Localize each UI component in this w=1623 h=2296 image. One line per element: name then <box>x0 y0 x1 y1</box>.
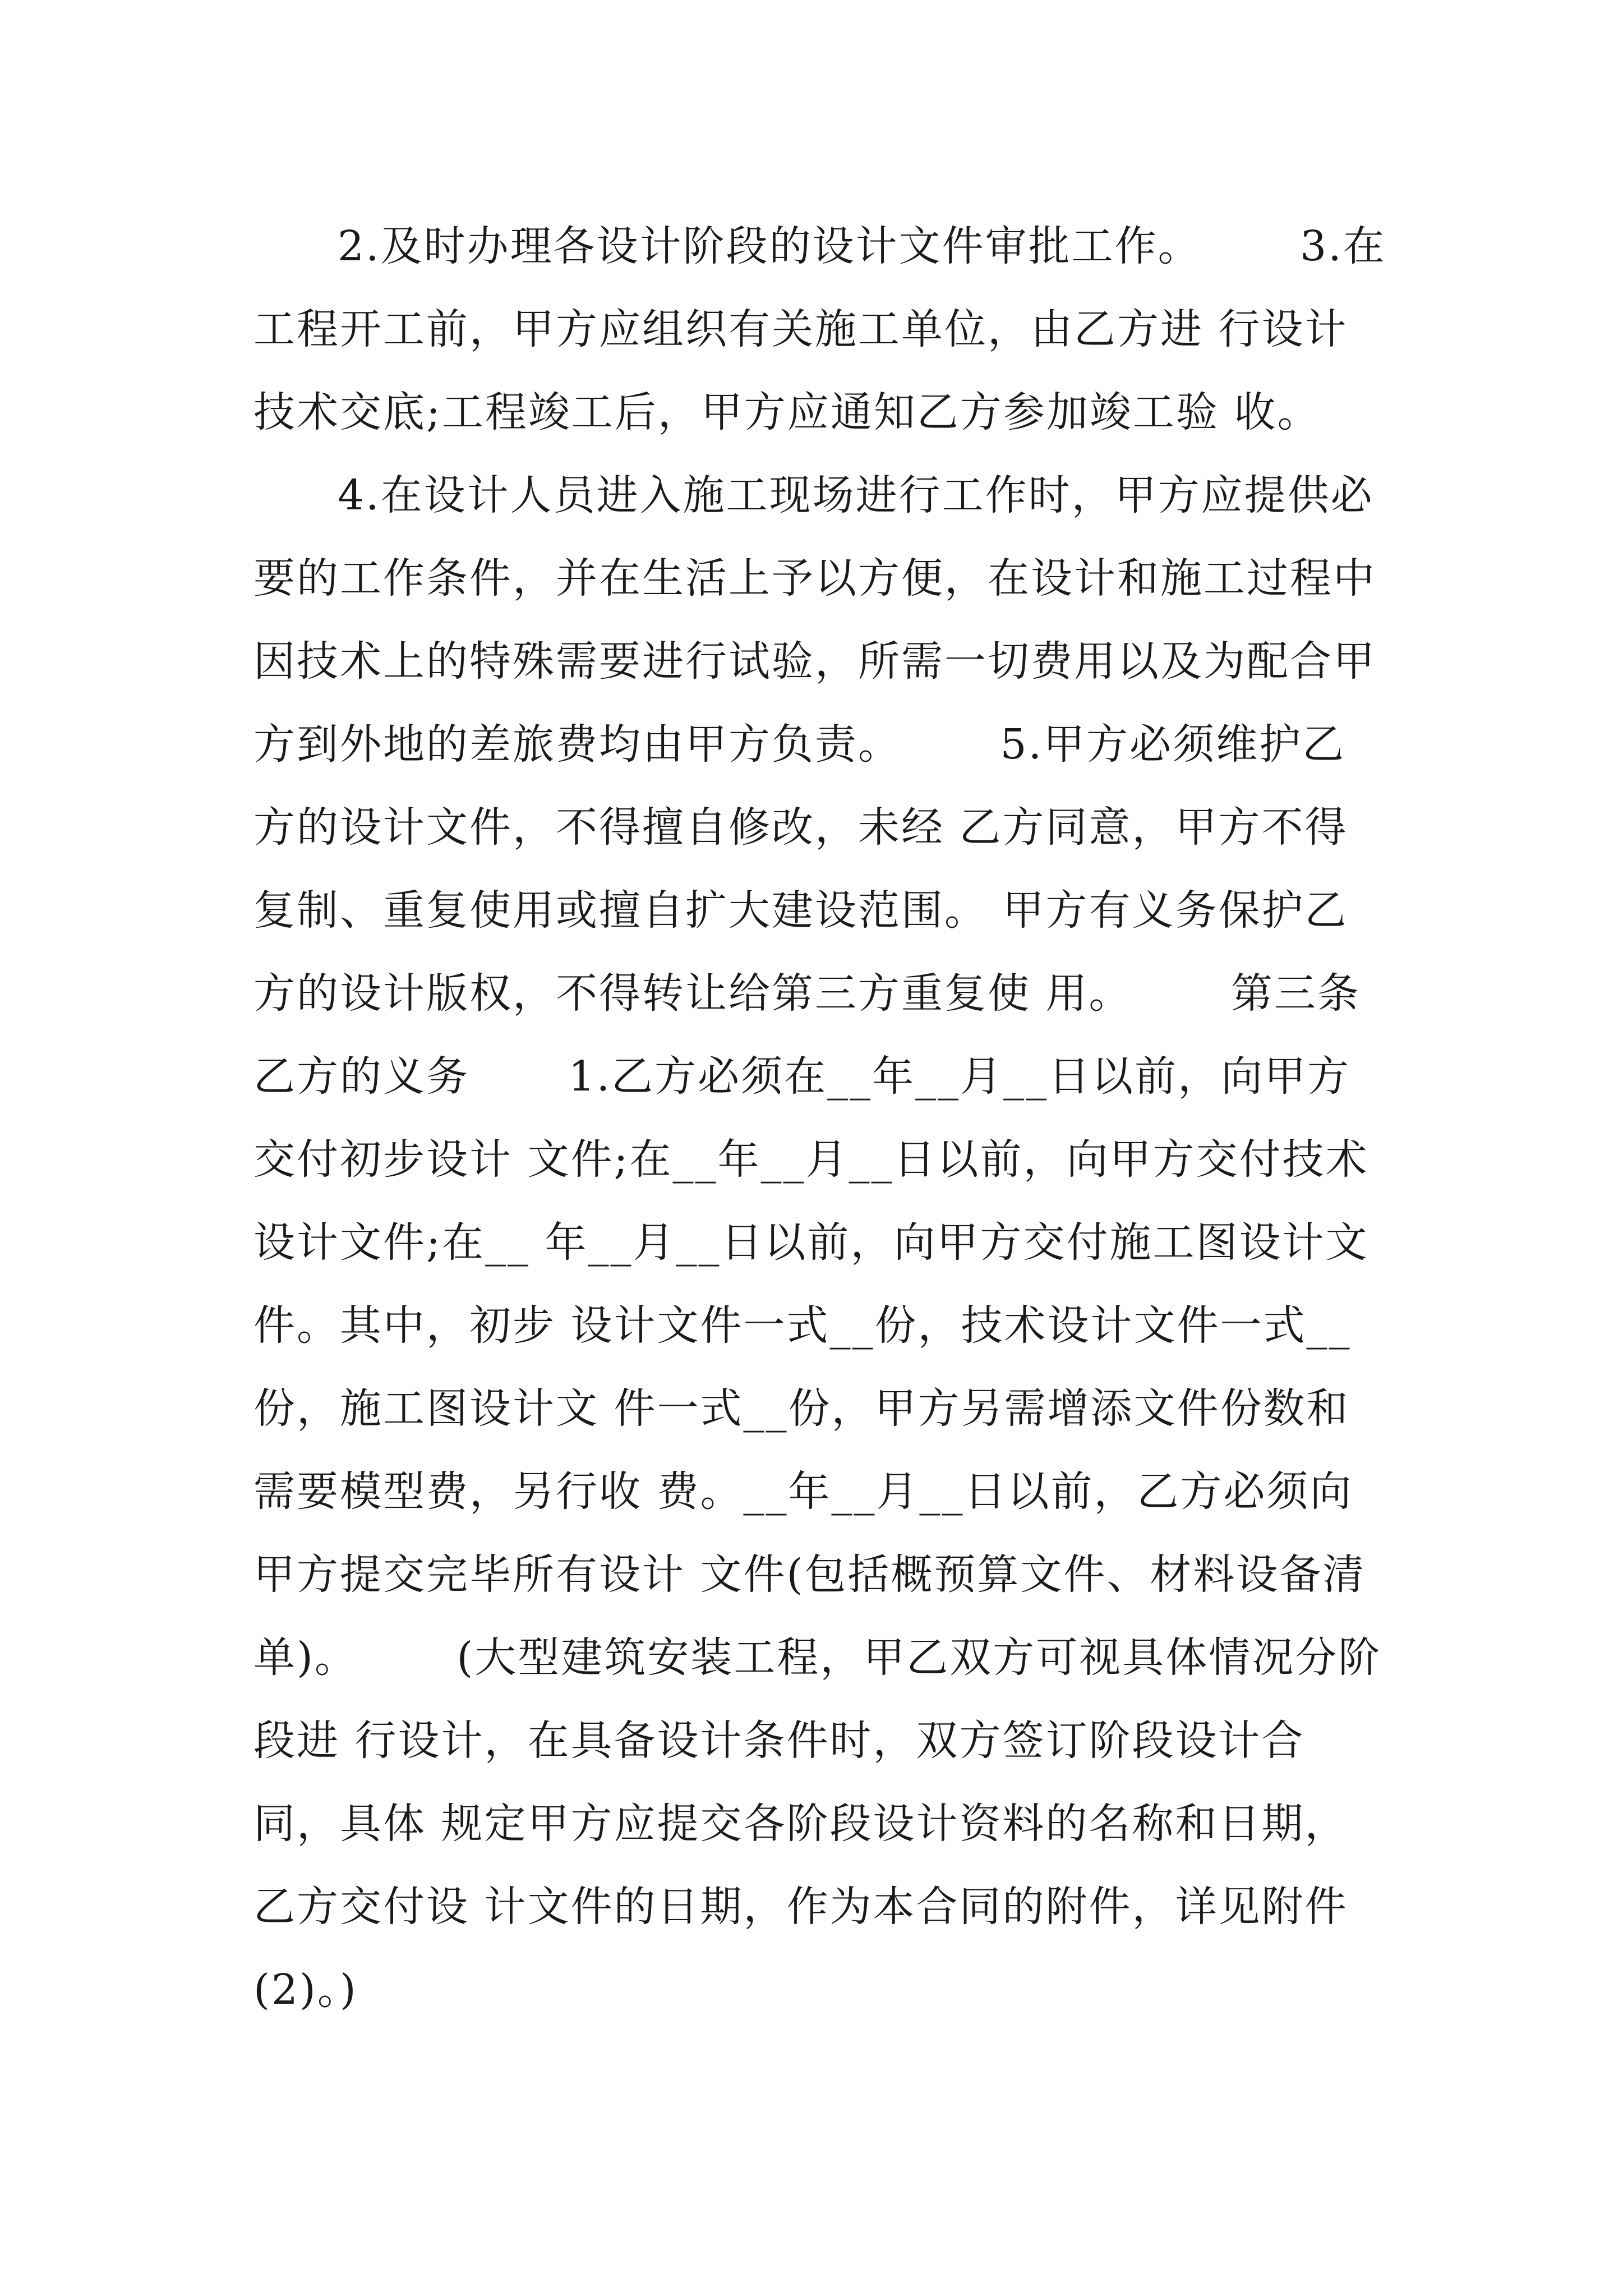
text-line: 甲方有义务保护乙方的设计版权，不得转让给第三方重复使 <box>253 886 1348 1018</box>
text-line: 文件(包括概预算文件、材料设备清单)。 <box>253 1550 1366 1682</box>
contract-body-text <box>253 205 1386 2031</box>
text-line: 乙方同意，甲方不得复制、重复使用或擅自扩大建设范围。 <box>253 803 1348 935</box>
text-line: 文件;在__年__月__日以前，向甲方交付技术设计文件;在__ <box>253 1135 1369 1267</box>
text-line: 方到外地的差旅费均由甲方负责。 <box>253 720 901 769</box>
text-line: (大型建筑安装工程，甲乙双方可视具体情况分阶段进 <box>253 1634 1382 1765</box>
text-line: 费。__年__月__日以前，乙方必须向甲方提交完毕所有设计 <box>253 1467 1353 1599</box>
text-line: 5.甲方必须维护乙方的设计文件，不得擅自修改，未经 <box>253 720 1346 852</box>
section-heading: 第三条乙方的义务 <box>253 969 1361 1101</box>
text-line: 行设计，在具备设计条件时，双方签订阶段设计合同，具体 <box>253 1717 1305 1848</box>
text-line: 用。 <box>1045 969 1132 1018</box>
text-line: 3.在工程开工前，甲方应组织有关施工单位，由乙方进 <box>253 222 1386 353</box>
text-line: 收。 <box>1234 388 1321 436</box>
text-line: 件一式__份，甲方另需增添文件份数和需要模型费，另行收 <box>253 1384 1350 1516</box>
text-line: 计文件的日期，作为本合同的附件，详见附件(2)。) <box>253 1883 1348 2014</box>
text-line: 行设计技术交底;工程竣工后，甲方应通知乙方参加竣工验 <box>253 305 1348 436</box>
text-line: 因技术上的特殊需要进行试验，所需一切费用以及为配合甲 <box>253 637 1376 685</box>
text-line: 1.乙方必须在__年__月__日以前，向甲方交付初步设计 <box>253 1052 1351 1184</box>
text-line: 要的工作条件，并在生活上予以方便，在设计和施工过程中 <box>253 554 1376 602</box>
text-line: 年__月__日以前，向甲方交付施工图设计文件。其中，初步 <box>253 1218 1369 1350</box>
text-line: 规定甲方应提交各阶段设计资料的名称和日期，乙方交付设 <box>253 1800 1348 1931</box>
text-line: 设计文件一式__份，技术设计文件一式__份，施工图设计文 <box>253 1301 1352 1433</box>
text-line: 2.及时办理各设计阶段的设计文件审批工作。 <box>338 222 1201 270</box>
text-line: 4.在设计人员进入施工现场进行工作时，甲方应提供必 <box>338 471 1374 519</box>
